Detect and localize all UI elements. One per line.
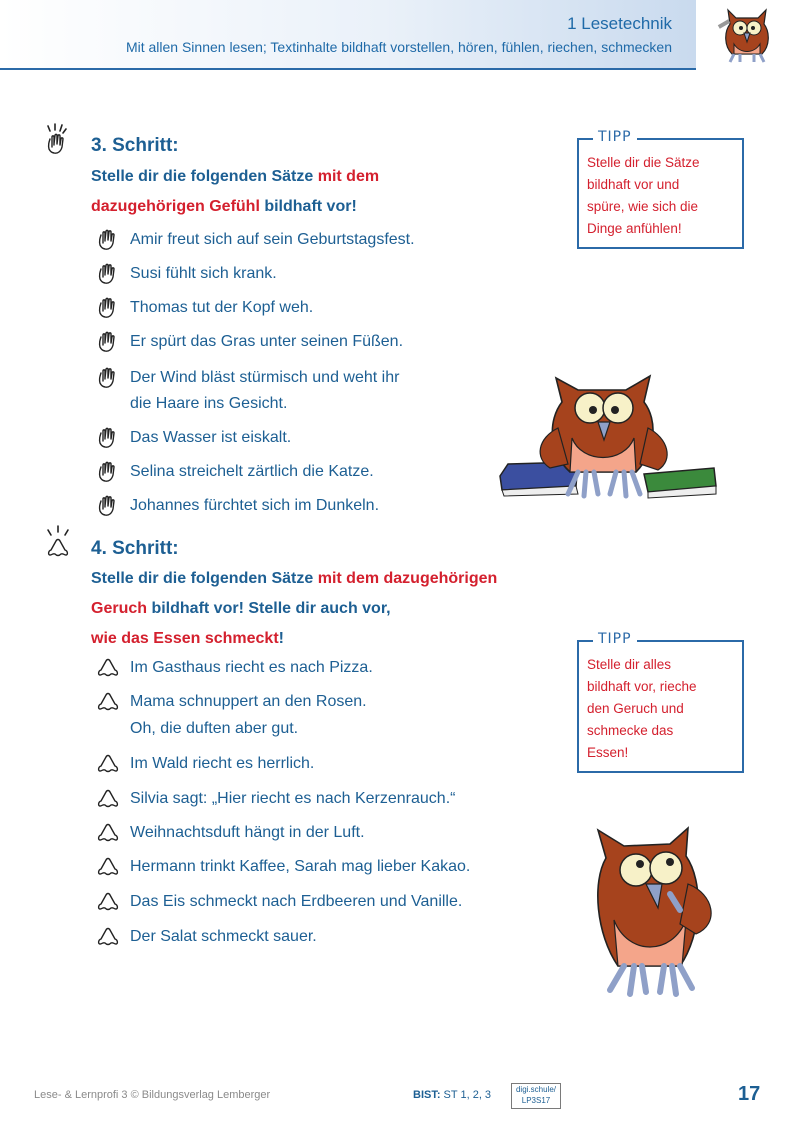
hand-icon bbox=[96, 461, 120, 483]
nose-icon bbox=[96, 822, 120, 844]
footer-bist: BIST: ST 1, 2, 3 bbox=[413, 1089, 492, 1101]
hand-icon bbox=[96, 297, 120, 319]
digi-schule-code: digi.schule/ LP3S17 bbox=[511, 1083, 561, 1109]
step4-nose-icon bbox=[44, 524, 72, 560]
tip-text: Stelle dir die Sätze bildhaft vor und spüre, wie sich die Dinge anfühlen! bbox=[587, 155, 700, 236]
hand-icon bbox=[96, 331, 120, 353]
step3-hand-icon bbox=[44, 122, 70, 156]
tip-box-1 bbox=[577, 129, 744, 249]
chapter-subtitle: Mit allen Sinnen lesen; Textinhalte bildhaft vorstellen, hören, fühlen, riechen, schmecken bbox=[125, 39, 672, 55]
nose-icon bbox=[96, 856, 120, 878]
hand-icon bbox=[96, 367, 120, 389]
tip-text: Stelle dir alles bildhaft vor, rieche den Geruch und schmecke das Essen! bbox=[587, 657, 697, 760]
hand-icon bbox=[96, 495, 120, 517]
step3-title: 3. Schritt: bbox=[91, 135, 179, 156]
chapter-title: 1 Lesetechnik bbox=[567, 14, 672, 33]
page-number: 17 bbox=[738, 1083, 761, 1105]
tip-box-2 bbox=[577, 631, 744, 773]
hand-icon bbox=[96, 427, 120, 449]
nose-icon bbox=[96, 753, 120, 775]
step4-instruction: Stelle dir die folgenden Sätze mit dem dazugehörigen Geruch bildhaft vor! Stelle dir auch vor, wie das Essen schmeckt! bbox=[91, 570, 498, 647]
hand-icon bbox=[96, 263, 120, 285]
tip-label: TIPP bbox=[593, 631, 637, 647]
step3-instruction: Stelle dir die folgenden Sätze mit dem dazugehörigen Gefühl bildhaft vor! bbox=[91, 168, 380, 215]
owl-with-books-illustration bbox=[498, 368, 720, 503]
nose-icon bbox=[96, 891, 120, 913]
owl-mascot-icon bbox=[714, 2, 780, 68]
nose-icon bbox=[96, 788, 120, 810]
tip-label: TIPP bbox=[593, 129, 637, 145]
thinking-owl-illustration bbox=[584, 824, 728, 1000]
footer-copyright: Lese- & Lernprofi 3 © Bildungsverlag Lemberger bbox=[34, 1089, 271, 1101]
nose-icon bbox=[96, 691, 120, 713]
page-header bbox=[0, 0, 696, 70]
hand-icon bbox=[96, 229, 120, 251]
step4-title: 4. Schritt: bbox=[91, 538, 179, 559]
nose-icon bbox=[96, 657, 120, 679]
nose-icon bbox=[96, 926, 120, 948]
